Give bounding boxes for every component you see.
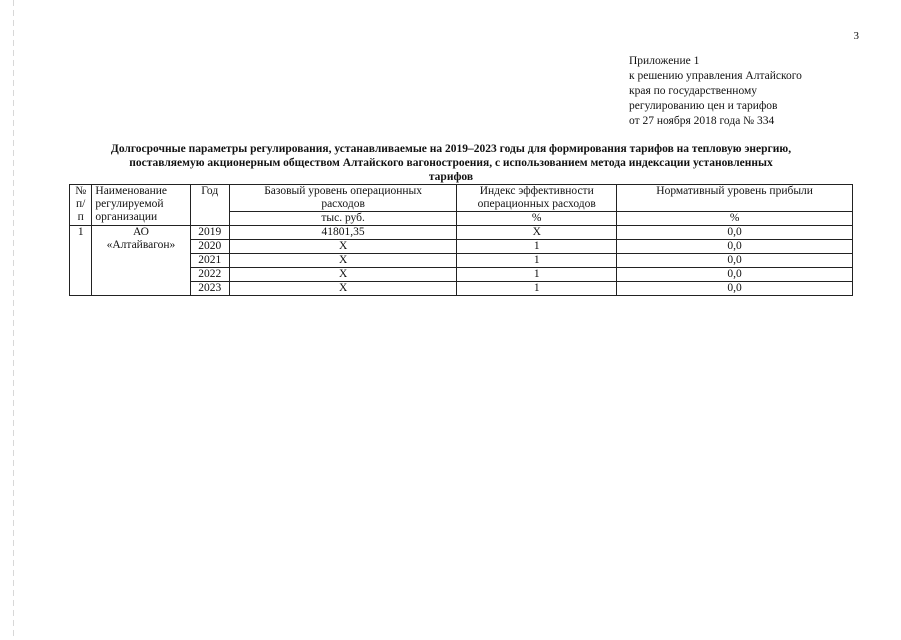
appendix-line: от 27 ноября 2018 года № 334 <box>629 115 775 127</box>
page-number: 3 <box>853 30 859 42</box>
cell-base: Х <box>230 240 457 254</box>
cell-profit: 0,0 <box>617 240 853 254</box>
header-year: Год <box>190 185 229 226</box>
appendix-line: края по государственному <box>629 85 757 97</box>
cell-efficiency: 1 <box>457 240 617 254</box>
document-title-line: Долгосрочные параметры регулирования, устанавливаемые на 2019–2023 годы для формирования тарифов на тепловую энергию, <box>110 143 792 155</box>
table-header-row <box>70 185 853 212</box>
cell-base: Х <box>230 254 457 268</box>
unit-efficiency: % <box>457 212 617 226</box>
unit-profit: % <box>617 212 853 226</box>
scan-edge-line <box>13 0 14 640</box>
org-name: АО «Алтайвагон» <box>92 226 190 296</box>
cell-profit: 0,0 <box>617 268 853 282</box>
appendix-line: Приложение 1 <box>629 55 700 67</box>
appendix-line: к решению управления Алтайского <box>629 70 802 82</box>
cell-base: Х <box>230 282 457 296</box>
cell-efficiency: 1 <box>457 254 617 268</box>
header-normative-profit: Нормативный уровень прибыли <box>617 185 853 212</box>
org-number: 1 <box>70 226 92 296</box>
cell-profit: 0,0 <box>617 254 853 268</box>
unit-base: тыс. руб. <box>230 212 457 226</box>
cell-efficiency: Х <box>457 226 617 240</box>
table-row <box>70 226 853 240</box>
cell-year: 2021 <box>190 254 229 268</box>
header-number: № п/п <box>70 185 92 226</box>
header-efficiency-index: Индекс эффективности операционных расходов <box>457 185 617 212</box>
cell-base: Х <box>230 268 457 282</box>
regulation-parameters-table <box>69 184 853 296</box>
cell-year: 2023 <box>190 282 229 296</box>
cell-efficiency: 1 <box>457 268 617 282</box>
document-title <box>62 142 840 184</box>
cell-year: 2019 <box>190 226 229 240</box>
cell-efficiency: 1 <box>457 282 617 296</box>
cell-profit: 0,0 <box>617 282 853 296</box>
cell-year: 2022 <box>190 268 229 282</box>
appendix-block <box>629 54 869 129</box>
cell-base: 41801,35 <box>230 226 457 240</box>
cell-year: 2020 <box>190 240 229 254</box>
document-title-line: поставляемую акционерным обществом Алтайского вагоностроения, с использованием метода индексации установленных <box>129 157 773 169</box>
header-organization: Наименование регулируемой организации <box>92 185 190 226</box>
cell-profit: 0,0 <box>617 226 853 240</box>
document-title-line: тарифов <box>428 171 474 183</box>
appendix-line: регулированию цен и тарифов <box>629 100 778 112</box>
header-base-operating-costs: Базовый уровень операционных расходов <box>230 185 457 212</box>
